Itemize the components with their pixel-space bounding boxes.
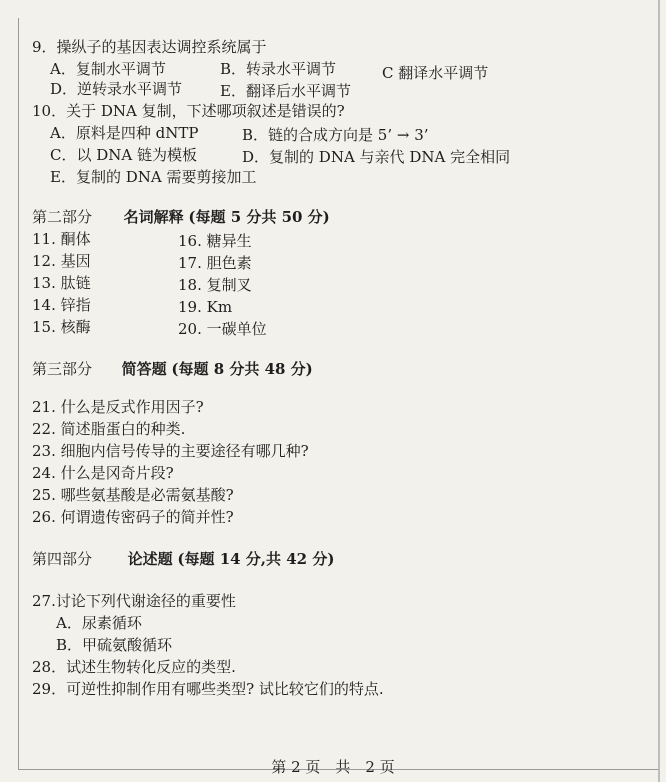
question-9-option-b: B．转录水平调节 [220,60,337,78]
question-26: 26. 何谓遗传密码子的简并性? [32,508,234,526]
term-20: 20. 一碳单位 [178,320,267,338]
part3-heading [32,360,313,378]
term-18: 18. 复制叉 [178,276,252,294]
question-24: 24. 什么是冈奇片段? [32,464,174,482]
question-23: 23. 细胞内信号传导的主要途径有哪几种? [32,442,309,460]
question-27-item-b: B．甲硫氨酸循环 [56,636,173,654]
term-16: 16. 糖异生 [178,232,252,250]
question-10-stem: 10．关于 DNA 复制，下述哪项叙述是错误的? [32,102,345,120]
part2-desc: (每题 5 分共 50 分) [188,208,330,226]
part3-kind: 简答题 [121,360,167,378]
term-17: 17. 胆色素 [178,254,252,272]
part3-name: 第三部分 [32,360,93,378]
question-10-option-c: C．以 DNA 链为模板 [50,146,197,164]
question-10-option-e: E．复制的 DNA 需要剪接加工 [50,168,257,186]
question-22: 22. 简述脂蛋白的种类. [32,420,186,438]
part4-desc: (每题 14 分,共 42 分) [177,550,335,568]
part4-heading [32,550,334,568]
term-15: 15. 核酶 [32,318,91,336]
page-border-left [18,18,19,770]
question-9-stem: 9．操纵子的基因表达调控系统属于 [32,38,267,56]
question-25: 25. 哪些氨基酸是必需氨基酸? [32,486,234,504]
question-9-option-e: E．翻译后水平调节 [220,82,351,100]
part3-desc: (每题 8 分共 48 分) [171,360,313,378]
part2-heading [32,208,330,226]
question-9-option-c: C 翻译水平调节 [382,64,489,82]
term-19: 19. Km [178,298,233,316]
part2-kind: 名词解释 [123,208,184,226]
page-number-footer: 第 2 页 共 2 页 [271,758,395,776]
question-27-item-a: A．尿素循环 [56,614,142,632]
question-10-option-a: A．原料是四种 dNTP [50,124,199,142]
question-10-option-d: D．复制的 DNA 与亲代 DNA 完全相同 [242,148,511,166]
term-13: 13. 肽链 [32,274,91,292]
page-border-right [658,0,660,782]
term-12: 12. 基因 [32,252,91,270]
question-9-option-d: D．逆转录水平调节 [50,80,183,98]
part2-name: 第二部分 [32,208,93,226]
question-27: 27.讨论下列代谢途径的重要性 [32,592,236,610]
question-28: 28．试述生物转化反应的类型. [32,658,236,676]
question-9-option-a: A．复制水平调节 [50,60,166,78]
question-21: 21. 什么是反式作用因子? [32,398,204,416]
term-14: 14. 锌指 [32,296,91,314]
question-10-option-b: B．链的合成方向是 5’ → 3’ [242,126,429,144]
question-29: 29．可逆性抑制作用有哪些类型? 试比较它们的特点. [32,680,384,698]
part4-name: 第四部分 [32,550,93,568]
term-11: 11. 酮体 [32,230,91,248]
part4-kind: 论述题 [127,550,173,568]
